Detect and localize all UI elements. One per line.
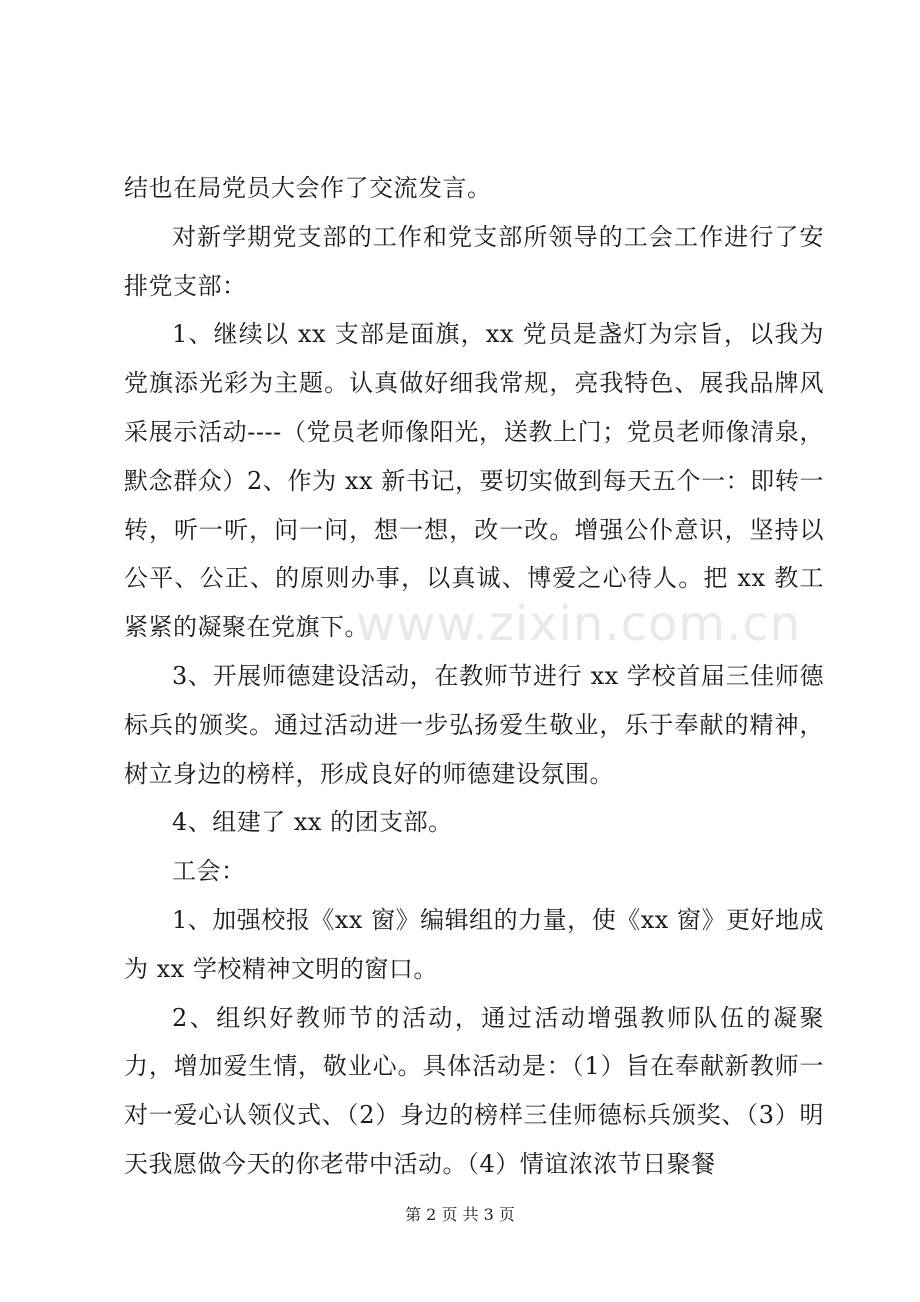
paragraph-8: 2、组织好教师节的活动，通过活动增强教师队伍的凝聚力，增加爱生情，敬业心。具体活动是：（1）旨在奉献新教师一对一爱心认领仪式、（2）身边的榜样三佳师德标兵颁奖、（3）明天我愿做今天的你老带中活动。（4）情谊浓浓节日聚餐: [124, 1003, 824, 1178]
paragraph-4: 3、开展师德建设活动，在教师节进行 xx 学校首届三佳师德标兵的颁奖。通过活动进一步弘扬爱生敬业，乐于奉献的精神，树立身边的榜样，形成良好的师德建设氛围。: [124, 661, 824, 788]
paragraph-7: 1、加强校报《xx 窗》编辑组的力量，使《xx 窗》更好地成为 xx 学校精神文明的窗口。: [124, 905, 824, 983]
paragraph-6: 工会：: [172, 857, 246, 886]
paragraph-1: 结也在局党员大会作了交流发言。: [124, 174, 492, 202]
document-body: [124, 164, 824, 1189]
paragraph-5: 4、组建了 xx 的团支部。: [172, 808, 453, 837]
watermark: www.zixin.com.cn: [356, 596, 802, 652]
page-number-footer: 第 2 页 共 3 页: [405, 1205, 515, 1224]
paragraph-2: 对新学期党支部的工作和党支部所领导的工会工作进行了安排党支部：: [124, 222, 824, 300]
paragraph-3: 1、继续以 xx 支部是面旗，xx 党员是盏灯为宗旨，以我为党旗添光彩为主题。认真做好细我常规，亮我特色、展我品牌风采展示活动----（党员老师像阳光，送教上门；党员老师像清泉，默念群众）2、作为 xx 新书记，要切实做到每天五个一：即转一转，听一听，问一问，想一想，改一改。增强公仆意识，坚持以公平、公正、的原则办事，以真诚、博爱之心待人。把 xx 教工紧紧的凝聚在党旗下。: [124, 320, 824, 642]
